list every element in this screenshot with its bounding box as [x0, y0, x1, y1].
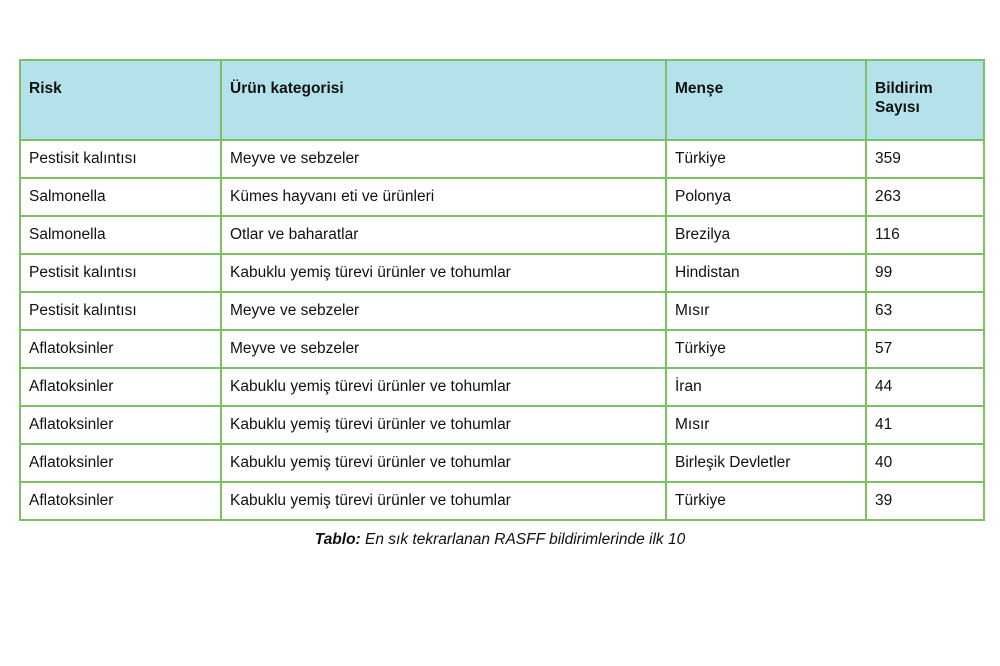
cell-category: Kabuklu yemiş türevi ürünler ve tohumlar — [221, 368, 666, 406]
cell-origin: Türkiye — [666, 140, 866, 178]
cell-category: Meyve ve sebzeler — [221, 140, 666, 178]
cell-count: 63 — [866, 292, 984, 330]
cell-category: Kabuklu yemiş türevi ürünler ve tohumlar — [221, 254, 666, 292]
table-row — [20, 178, 984, 216]
table-row — [20, 444, 984, 482]
table-row — [20, 406, 984, 444]
cell-count: 39 — [866, 482, 984, 520]
cell-category: Meyve ve sebzeler — [221, 330, 666, 368]
cell-count: 44 — [866, 368, 984, 406]
rasff-notifications-table — [19, 59, 985, 521]
table-row — [20, 216, 984, 254]
cell-risk: Aflatoksinler — [20, 330, 221, 368]
cell-count: 41 — [866, 406, 984, 444]
cell-risk: Aflatoksinler — [20, 368, 221, 406]
cell-origin: Polonya — [666, 178, 866, 216]
table-row — [20, 482, 984, 520]
table-header — [20, 60, 984, 140]
cell-risk: Aflatoksinler — [20, 444, 221, 482]
cell-count: 263 — [866, 178, 984, 216]
cell-origin: Mısır — [666, 406, 866, 444]
cell-category: Otlar ve baharatlar — [221, 216, 666, 254]
cell-category: Meyve ve sebzeler — [221, 292, 666, 330]
cell-risk: Pestisit kalıntısı — [20, 292, 221, 330]
cell-origin: Hindistan — [666, 254, 866, 292]
cell-count: 99 — [866, 254, 984, 292]
cell-category: Kabuklu yemiş türevi ürünler ve tohumlar — [221, 444, 666, 482]
column-header-category: Ürün kategorisi — [221, 60, 666, 140]
caption-label: Tablo: — [314, 531, 361, 548]
table-caption — [0, 531, 1000, 549]
cell-category: Kümes hayvanı eti ve ürünleri — [221, 178, 666, 216]
cell-category: Kabuklu yemiş türevi ürünler ve tohumlar — [221, 406, 666, 444]
table-row — [20, 368, 984, 406]
table-body — [20, 140, 984, 520]
cell-risk: Pestisit kalıntısı — [20, 254, 221, 292]
cell-risk: Salmonella — [20, 216, 221, 254]
column-header-count: Bildirim Sayısı — [866, 60, 984, 140]
table-header-row — [20, 60, 984, 140]
table-row — [20, 140, 984, 178]
cell-category: Kabuklu yemiş türevi ürünler ve tohumlar — [221, 482, 666, 520]
cell-count: 40 — [866, 444, 984, 482]
cell-risk: Salmonella — [20, 178, 221, 216]
cell-risk: Aflatoksinler — [20, 406, 221, 444]
cell-origin: Birleşik Devletler — [666, 444, 866, 482]
cell-risk: Aflatoksinler — [20, 482, 221, 520]
cell-count: 116 — [866, 216, 984, 254]
cell-origin: Türkiye — [666, 330, 866, 368]
cell-origin: Brezilya — [666, 216, 866, 254]
cell-origin: Mısır — [666, 292, 866, 330]
cell-origin: Türkiye — [666, 482, 866, 520]
table-row — [20, 292, 984, 330]
cell-count: 57 — [866, 330, 984, 368]
cell-origin: İran — [666, 368, 866, 406]
table-row — [20, 330, 984, 368]
column-header-risk: Risk — [20, 60, 221, 140]
column-header-origin: Menşe — [666, 60, 866, 140]
table-container — [19, 59, 983, 521]
cell-risk: Pestisit kalıntısı — [20, 140, 221, 178]
table-row — [20, 254, 984, 292]
cell-count: 359 — [866, 140, 984, 178]
caption-text: En sık tekrarlanan RASFF bildirimlerinde ilk 10 — [365, 531, 686, 548]
